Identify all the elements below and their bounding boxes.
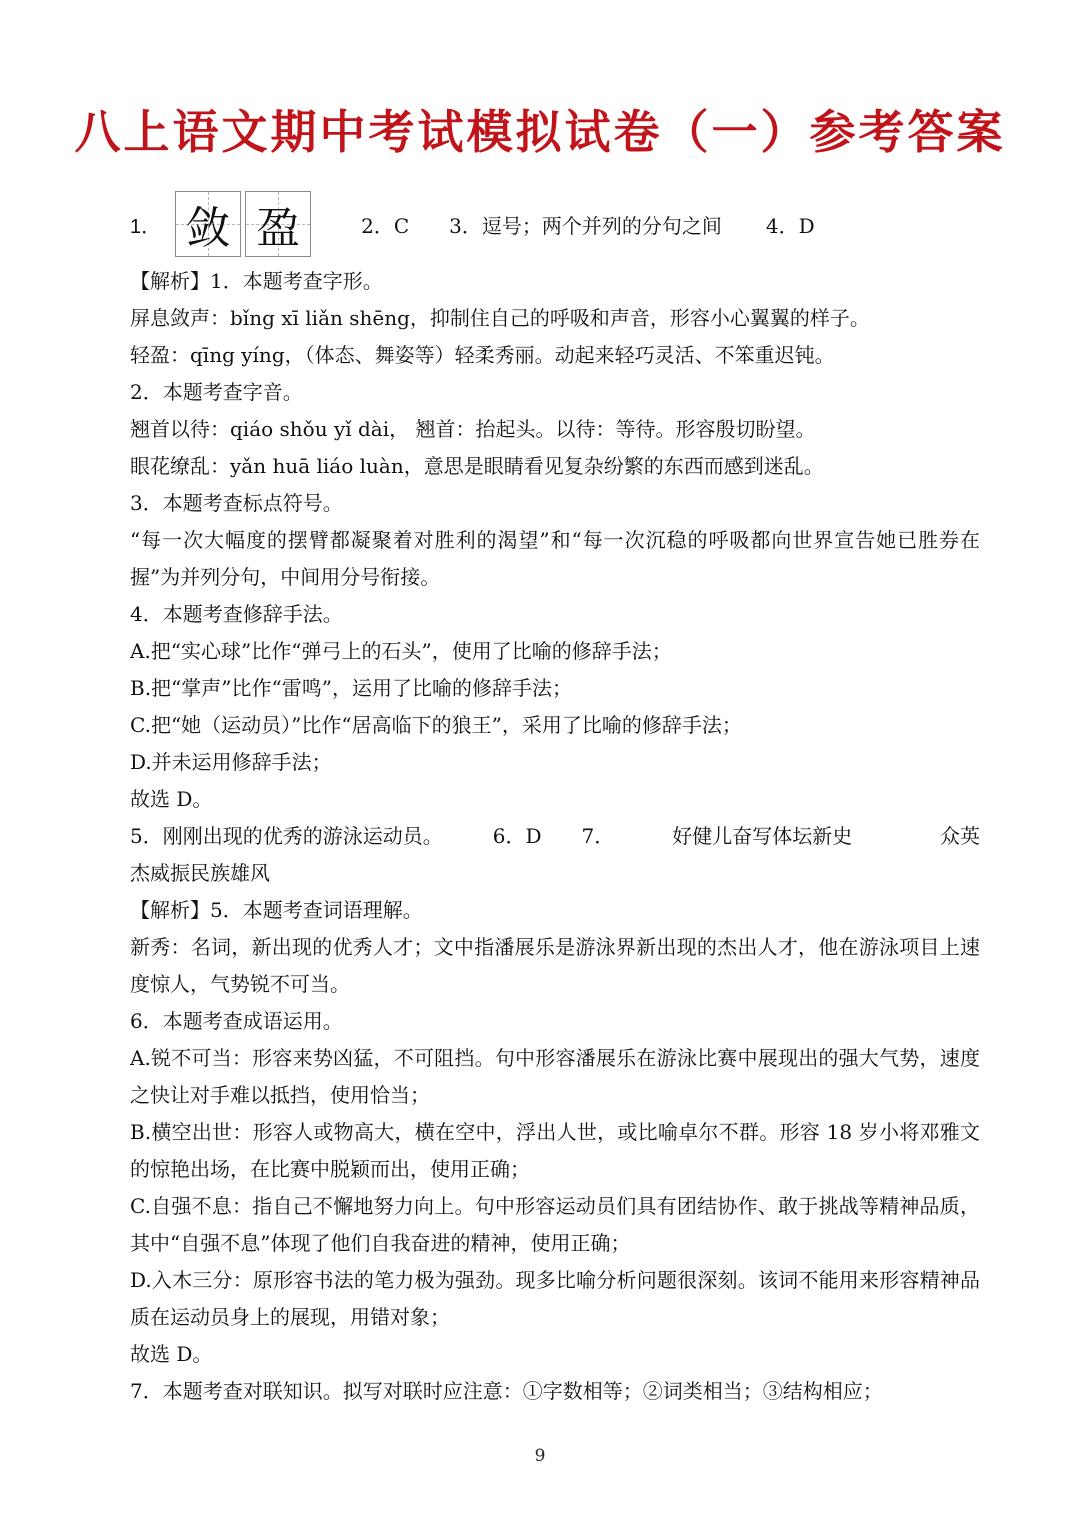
answer-row-5-7 — [130, 818, 980, 855]
page-number: 9 — [534, 1446, 546, 1466]
paragraph-analysis-2: 2．本题考查字音。 — [130, 380, 303, 404]
paragraph-word-meaning: 新秀：名词，新出现的优秀人才；文中指潘展乐是游泳界新出现的杰出人才，他在游泳项目上速度惊人，气势锐不可当。 — [130, 935, 980, 996]
paragraph-analysis-5: 【解析】5．本题考查词语理解。 — [130, 898, 423, 922]
paragraph-idiom-c: C.自强不息：指自己不懈地努力向上。句中形容运动员们具有团结协作、敢于挑战等精神品质，其中“自强不息”体现了他们自我奋进的精神，使用正确； — [130, 1194, 980, 1255]
answer-5: 5．刚刚出现的优秀的游泳运动员。 — [130, 824, 443, 848]
answer-2: 2．C — [361, 213, 410, 238]
paragraph-analysis-4: 4．本题考查修辞手法。 — [130, 602, 343, 626]
answer-6: 6．D — [492, 824, 542, 848]
paragraph-idiom-d: D.入木三分：原形容书法的笔力极为强劲。现多比喻分析问题很深刻。该词不能用来形容精神品质在运动员身上的展现，用错对象； — [130, 1268, 980, 1329]
paragraph-pinyin-1: 屏息敛声：bǐng xī liǎn shēng，抑制住自己的呼吸和声音，形容小心翼翼的样子。 — [130, 306, 870, 330]
tian-grid-box-1 — [175, 191, 241, 257]
grid-char-1: 敛 — [186, 203, 231, 254]
paragraph-option-d: D.并未运用修辞手法； — [130, 750, 332, 774]
couplet-lower-end: 杰威振民族雄风 — [130, 861, 270, 885]
paragraph-analysis-7: 7．本题考查对联知识。拟写对联时应注意：①字数相等；②词类相当；③结构相应； — [130, 1379, 883, 1403]
paragraph-option-a: A.把“实心球”比作“弹弓上的石头”，使用了比喻的修辞手法； — [130, 639, 672, 663]
answer-content — [130, 263, 980, 1410]
grid-char-2: 盈 — [256, 203, 301, 254]
paragraph-analysis-1: 【解析】1．本题考查字形。 — [130, 269, 383, 293]
paragraph-analysis-3: 3．本题考查标点符号。 — [130, 491, 343, 515]
answer-7: 7． — [581, 824, 615, 848]
page-title: 八上语文期中考试模拟试卷（一）参考答案 — [74, 105, 1006, 159]
paragraph-choice: 故选 D。 — [130, 787, 213, 811]
paragraph-pinyin-2: 轻盈：qīng yíng，（体态、舞姿等）轻柔秀丽。动起来轻巧灵活、不笨重迟钝。 — [130, 343, 835, 367]
paragraph-option-b: B.把“掌声”比作“雷鸣”，运用了比喻的修辞手法； — [130, 676, 572, 700]
tian-grid-box-2 — [245, 191, 311, 257]
paragraph-pinyin-3: 翘首以待：qiáo shǒu yǐ dài， 翘首：抬起头。以待：等待。形容殷切盼望。 — [130, 417, 816, 441]
couplet-upper: 好健儿奋写体坛新史 — [672, 824, 853, 848]
paragraph-choice-2: 故选 D。 — [130, 1342, 213, 1366]
answer-3: 3．逗号；两个并列的分句之间 — [449, 213, 722, 238]
paragraph-punctuation: “每一次大幅度的摆臂都凝聚着对胜利的渴望”和“每一次沉稳的呼吸都向世界宣告她已胜券在握”为并列分句，中间用分号衔接。 — [130, 528, 980, 589]
paragraph-analysis-6: 6．本题考查成语运用。 — [130, 1009, 343, 1033]
paragraph-option-c: C.把“她（运动员）”比作“居高临下的狼王”，采用了比喻的修辞手法； — [130, 713, 742, 737]
paragraph-idiom-a: A.锐不可当：形容来势凶猛，不可阻挡。句中形容潘展乐在游泳比赛中展现出的强大气势，速度之快让对手难以抵挡，使用恰当； — [130, 1046, 980, 1107]
answer-4: 4．D — [765, 213, 815, 238]
paragraph-pinyin-4: 眼花缭乱：yǎn huā liáo luàn，意思是眼睛看见复杂纷繁的东西而感到迷乱。 — [130, 454, 824, 478]
paragraph-idiom-b: B.横空出世：形容人或物高大，横在空中，浮出人世，或比喻卓尔不群。形容 18 岁小将邓雅文的惊艳出场，在比赛中脱颖而出，使用正确； — [130, 1120, 980, 1181]
answer-row-1-4 — [130, 188, 815, 260]
answer-1-number: 1． — [130, 215, 162, 238]
couplet-lower-start: 众英 — [940, 824, 980, 848]
